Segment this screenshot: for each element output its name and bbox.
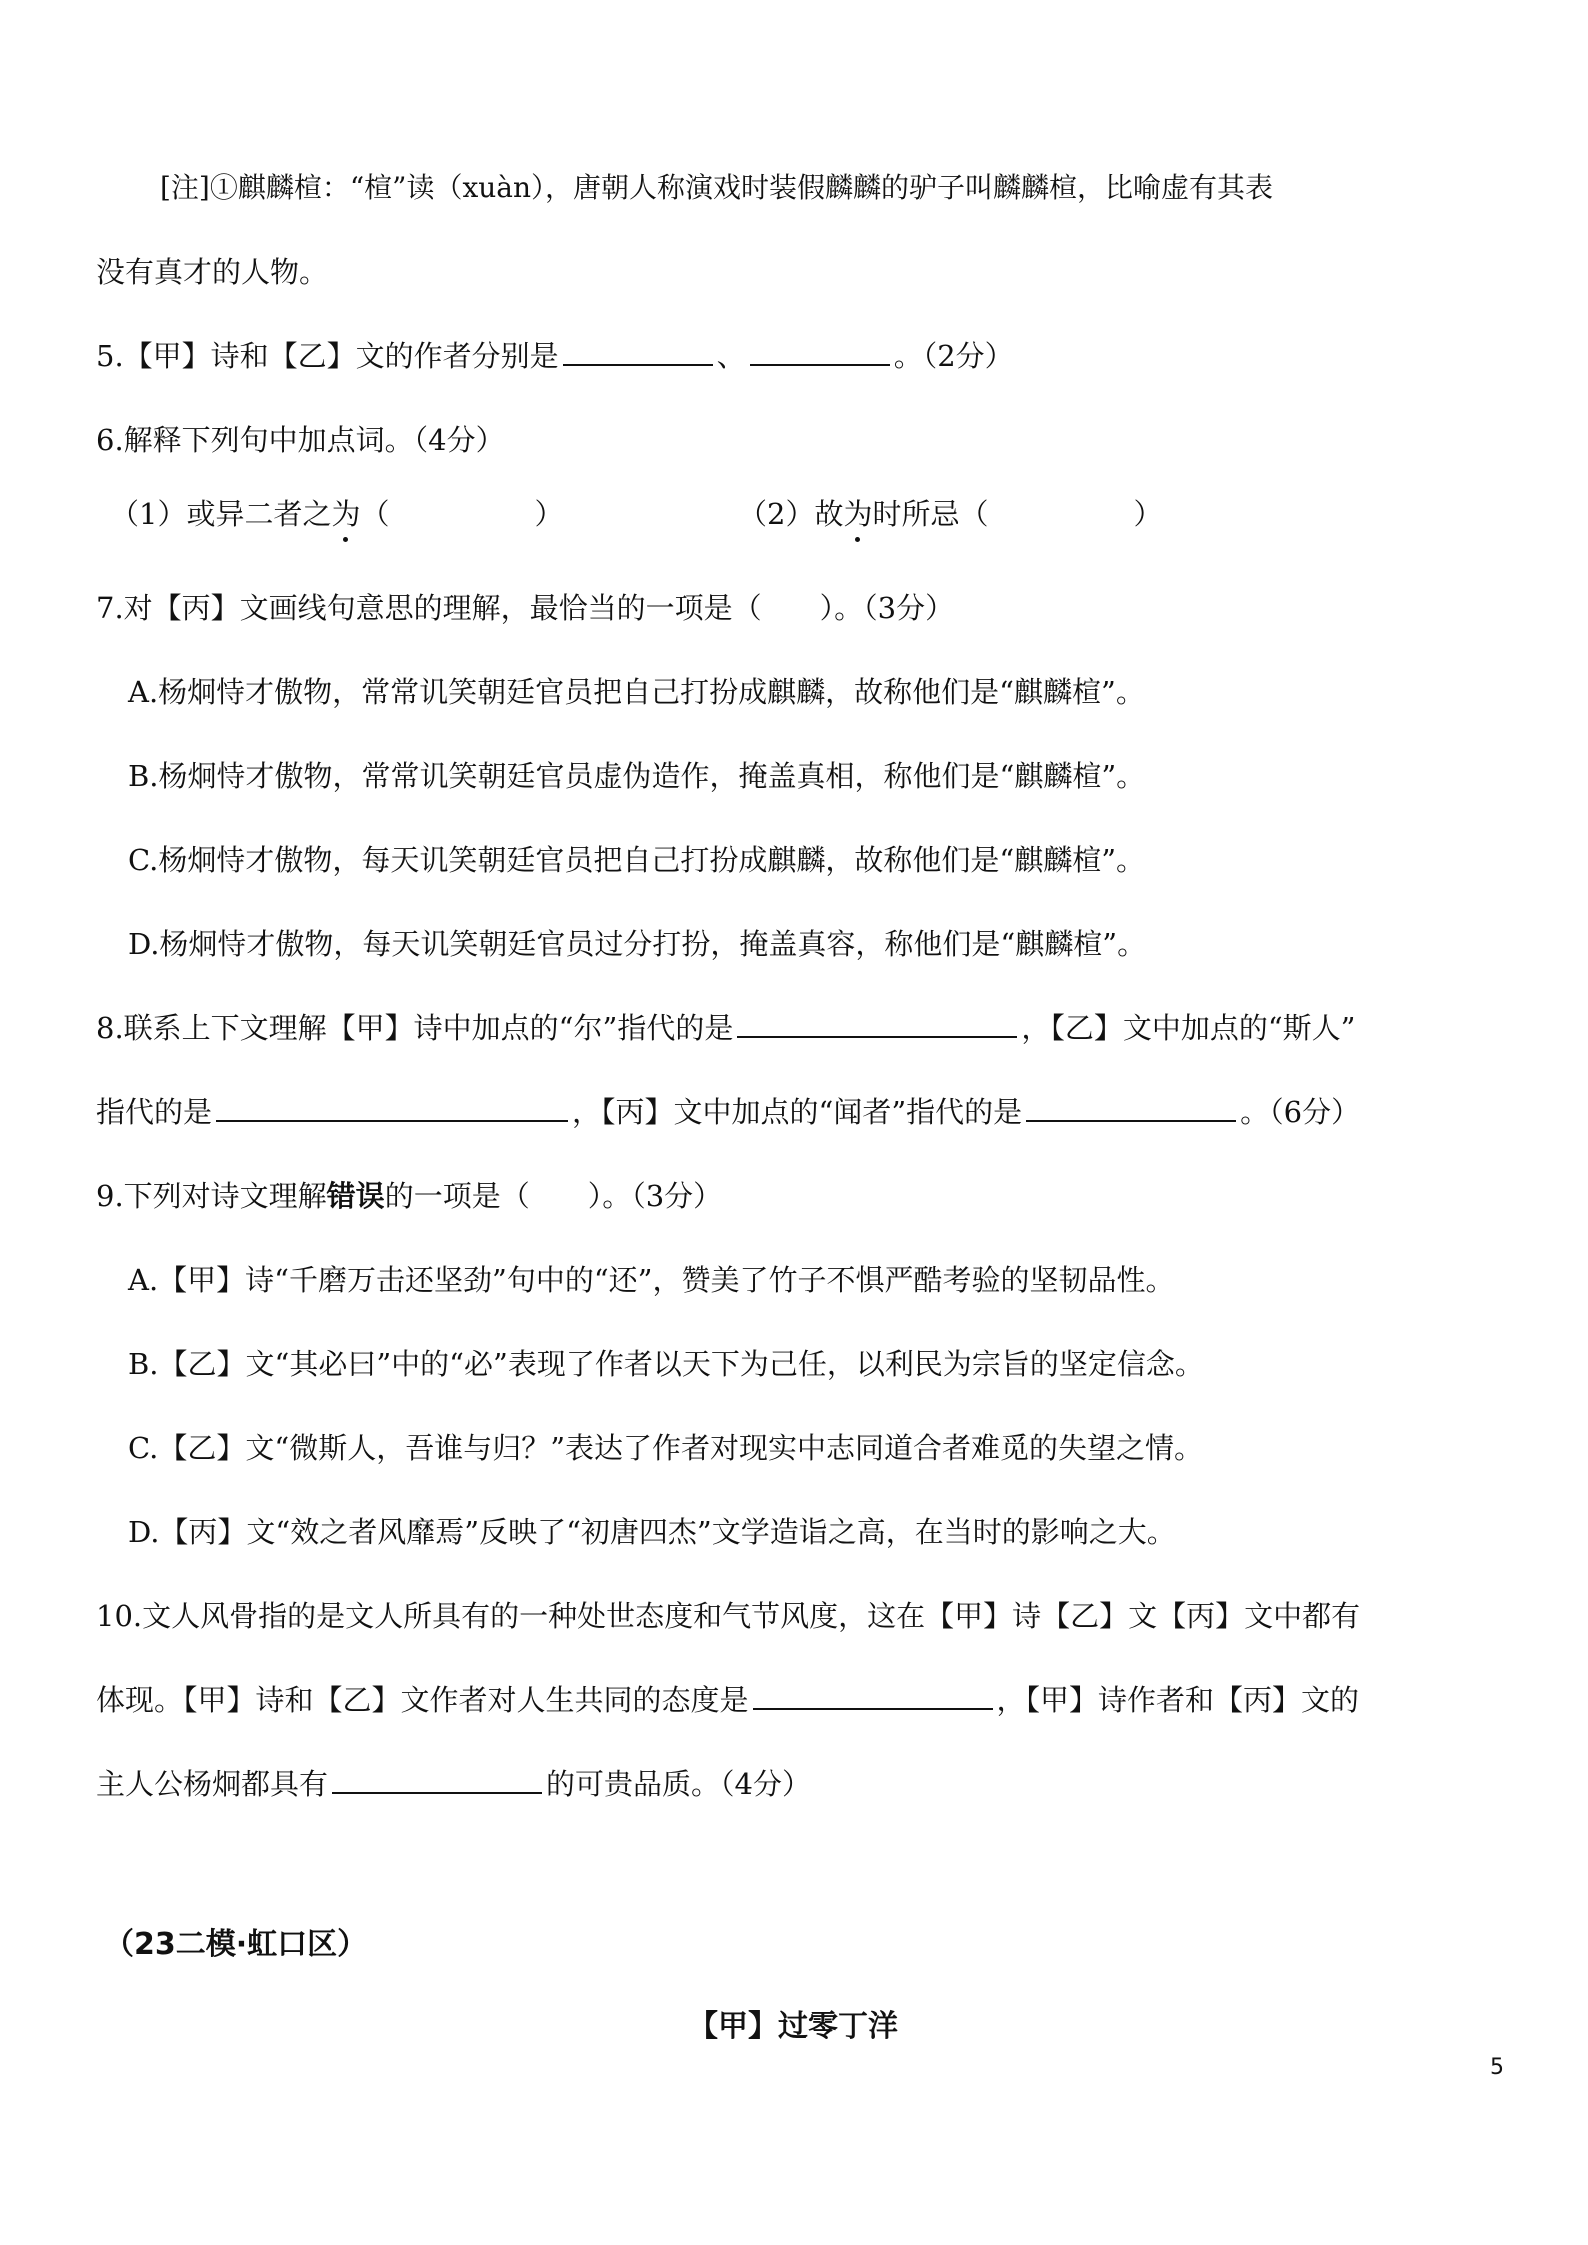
question-10-line-3: 主人公杨炯都具有 的可贵品质。（4分） [96, 1764, 811, 1804]
question-6-item-1: （1）或异二者之为（ ） [110, 494, 563, 534]
question-8-line-2: 指代的是 ，【丙】文中加点的“闻者”指代的是 。（6分） [96, 1092, 1360, 1132]
question-10-line-1: 10.文人风骨指的是文人所具有的一种处世态度和气节风度，这在【甲】诗【乙】文【丙】文中都有 [96, 1599, 1361, 1633]
poem-title: 【甲】过零丁洋 [688, 2009, 898, 2044]
question-9: 9.下列对诗文理解错误的一项是（ ）。（3分） [96, 1179, 723, 1213]
question-7-option-d: D.杨炯恃才傲物，每天讥笑朝廷官员过分打扮，掩盖真容，称他们是“麒麟楦”。 [128, 927, 1147, 961]
answer-blank-8c[interactable] [1026, 1092, 1236, 1122]
answer-paren-6-2[interactable]: 时所忌（ ） [872, 497, 1163, 531]
dotted-word: 为 [331, 494, 360, 534]
dotted-word: 为 [843, 494, 872, 534]
question-5-end: 。（2分） [893, 339, 1014, 373]
question-7-option-a: A.杨炯恃才傲物，常常讥笑朝廷官员把自己打扮成麒麟，故称他们是“麒麟楦”。 [128, 675, 1145, 709]
question-5-text: 5.【甲】诗和【乙】文的作者分别是 [96, 339, 559, 373]
question-9-option-d: D.【丙】文“效之者风靡焉”反映了“初唐四杰”文学造诣之高，在当时的影响之大。 [128, 1515, 1176, 1549]
page-number: 5 [1490, 2055, 1504, 2080]
question-6: 6.解释下列句中加点词。（4分） [96, 423, 505, 457]
question-7: 7.对【丙】文画线句意思的理解，最恰当的一项是（ ）。（3分） [96, 591, 955, 625]
question-10-line-2: 体现。【甲】诗和【乙】文作者对人生共同的态度是 ，【甲】诗作者和【丙】文的 [96, 1680, 1359, 1720]
question-8-line-1: 8.联系上下文理解【甲】诗中加点的“尔”指代的是 ，【乙】文中加点的“斯人” [96, 1008, 1355, 1048]
question-7-option-c: C.杨炯恃才傲物，每天讥笑朝廷官员把自己打扮成麒麟，故称他们是“麒麟楦”。 [128, 843, 1146, 877]
question-9-option-a: A.【甲】诗“千磨万击还坚劲”句中的“还”，赞美了竹子不惧严酷考验的坚韧品性。 [128, 1263, 1175, 1297]
answer-blank-5a[interactable] [563, 336, 713, 366]
question-5-sep: 、 [716, 339, 746, 373]
annotation-line-2: 没有真才的人物。 [96, 255, 329, 289]
answer-blank-10b[interactable] [332, 1764, 542, 1794]
answer-blank-8a[interactable] [737, 1008, 1017, 1038]
annotation-line-1: [注]①麒麟楦：“楦”读（xuàn），唐朝人称演戏时装假麟麟的驴子叫麟麟楦，比喻虚有其表 [160, 171, 1274, 204]
emphasis-wrong: 错误 [326, 1179, 385, 1213]
section-label: （23二模·虹口区） [104, 1927, 368, 1962]
question-7-option-b: B.杨炯恃才傲物，常常讥笑朝廷官员虚伪造作，掩盖真相，称他们是“麒麟楦”。 [128, 759, 1146, 793]
question-9-option-c: C.【乙】文“微斯人，吾谁与归？”表达了作者对现实中志同道合者难觅的失望之情。 [128, 1431, 1204, 1465]
question-9-option-b: B.【乙】文“其必曰”中的“必”表现了作者以天下为己任，以利民为宗旨的坚定信念。 [128, 1347, 1204, 1381]
answer-blank-10a[interactable] [753, 1680, 993, 1710]
answer-blank-5b[interactable] [750, 336, 890, 366]
question-5 [96, 336, 1014, 376]
answer-paren-6-1[interactable]: （ ） [360, 497, 564, 531]
answer-blank-8b[interactable] [216, 1092, 568, 1122]
question-6-item-2: （2）故为时所忌（ ） [738, 494, 1162, 534]
